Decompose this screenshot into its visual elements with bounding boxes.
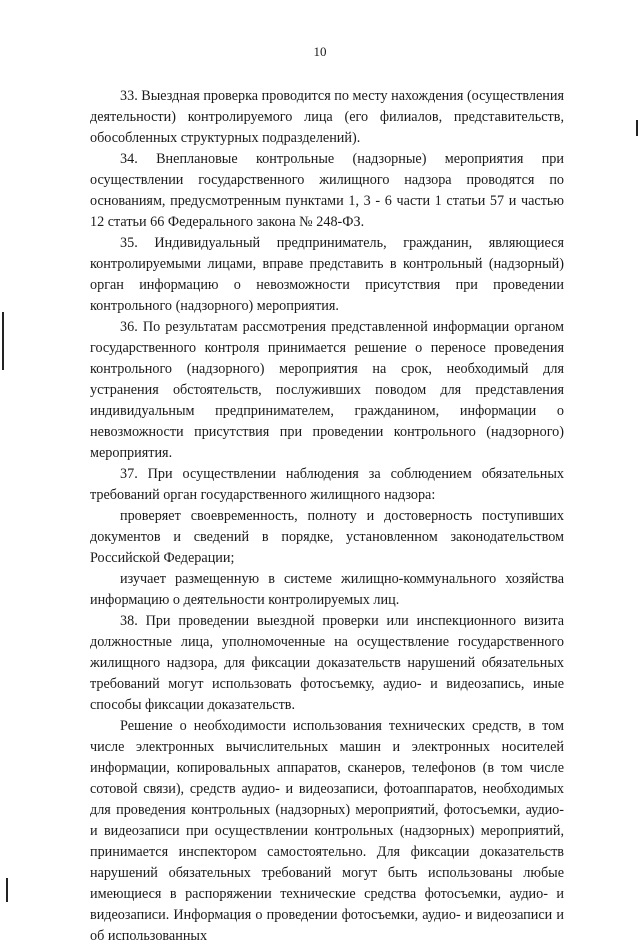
paragraph-37-item-1: проверяет своевременность, полноту и достоверность поступивших документов и сведений в порядке, установленном законодательством Российской Федерации; [90, 508, 564, 566]
paragraph-38-continuation: Решение о необходимости использования технических средств, в том числе электронных вычислительных машин и электронных носителей информации, копировальных аппаратов, сканеров, телефонов (в том числе сотовой связи), средств аудио- и видеозаписи, фотоаппаратов, необходимых для проведения контрольных (надзорных) мероприятий, фотосъемки, аудио- и видеозаписи при осуществлении контрольных (надзорных) мероприятий, принимается инспектором самостоятельно. Для фиксации доказательств нарушений обязательных требований могут быть использованы любые имеющиеся в распоряжении технические средства фотосъемки, аудио- и видеозаписи. Информация о проведении фотосъемки, аудио- и видеозаписи и об использованных [90, 718, 564, 944]
page-number: 10 [313, 44, 327, 59]
paragraph-34: 34. Внеплановые контрольные (надзорные) мероприятия при осуществлении государственного жилищного надзора проводятся по основаниям, предусмотренным пунктами 1, 3 - 6 части 1 статьи 57 и частью 12 статьи 66 Федерального закона № 248-ФЗ. [90, 151, 564, 230]
document-body [90, 86, 564, 947]
paragraph-36: 36. По результатам рассмотрения представленной информации органом государственного контроля принимается решение о переносе проведения контрольного (надзорного) мероприятия на срок, необходимый для устранения обстоятельств, послуживших поводом для представления индивидуальным предпринимателем, гражданином, информации о невозможности присутствия при проведении контрольного (надзорного) мероприятия. [90, 319, 564, 461]
paragraph-35: 35. Индивидуальный предприниматель, гражданин, являющиеся контролируемыми лицами, вправе представить в контрольный (надзорный) орган информацию о невозможности присутствия при проведении контрольного (надзорного) мероприятия. [90, 235, 564, 314]
scan-mark-right [636, 120, 638, 136]
scan-mark-left [2, 312, 4, 370]
paragraph-37: 37. При осуществлении наблюдения за соблюдением обязательных требований орган государственного жилищного надзора: [90, 466, 564, 503]
paragraph-38: 38. При проведении выездной проверки или инспекционного визита должностные лица, уполномоченные на осуществление государственного жилищного надзора, для фиксации доказательств нарушений обязательных требований могут использовать фотосъемку, аудио- и видеозапись, иные способы фиксации доказательств. [90, 613, 564, 713]
paragraph-33: 33. Выездная проверка проводится по месту нахождения (осуществления деятельности) контролируемого лица (его филиалов, представительств, обособленных структурных подразделений). [90, 88, 564, 146]
scan-mark-bottom [6, 878, 8, 902]
paragraph-37-item-2: изучает размещенную в системе жилищно-коммунального хозяйства информацию о деятельности контролируемых лиц. [90, 571, 564, 608]
